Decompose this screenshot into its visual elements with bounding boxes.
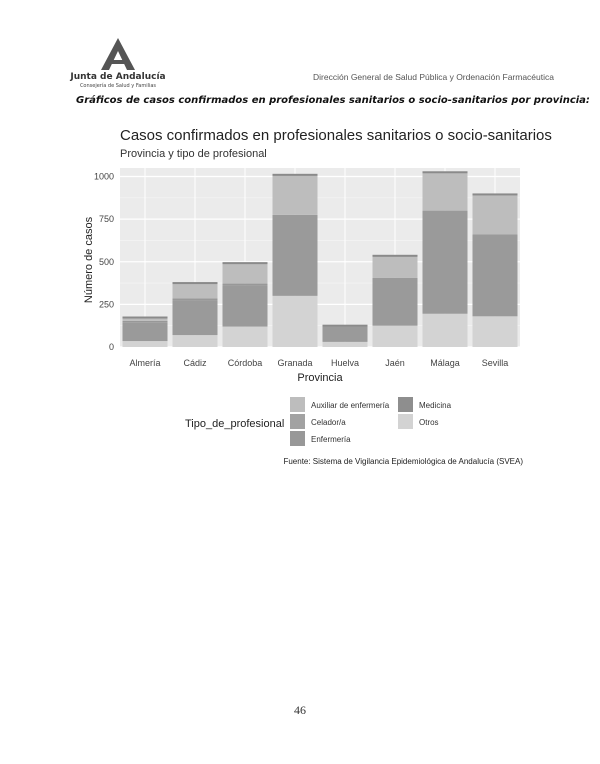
bar-top-edge [273,174,318,176]
legend-title: Tipo_de_profesional [185,418,285,430]
x-tick-label: Huelva [330,358,360,368]
x-tick-label: Córdoba [227,358,263,368]
bar-segment [223,263,268,283]
legend-label: Celador/a [311,418,346,427]
x-tick-label: Jaén [385,358,405,368]
bar-segment [323,327,368,342]
legend-swatch [398,397,413,412]
bar-segment [223,327,268,347]
x-tick-label: Almería [129,358,161,368]
x-tick-label: Cádiz [183,358,207,368]
bar-segment [173,335,218,347]
bar-segment [423,172,468,210]
bar-top-edge [373,255,418,257]
y-tick-label: 500 [98,256,114,267]
bar-top-edge [323,325,368,327]
x-axis-label: Provincia [297,372,343,384]
bar-segment [273,175,318,215]
bar-top-edge [473,193,518,195]
legend-label: Enfermería [311,435,351,444]
x-tick-label: Málaga [430,358,460,368]
legend-label: Auxiliar de enfermería [311,401,390,410]
chart-subtitle: Provincia y tipo de profesional [120,148,267,160]
section-title: Gráficos de casos confirmados en profesionales sanitarios o socio-sanitarios por provincia: [76,95,590,106]
y-axis-label: Número de casos [83,216,95,304]
y-tick-label: 250 [98,299,114,310]
bar-segment [473,316,518,347]
page-number: 46 [294,703,306,717]
legend-swatch [290,431,305,446]
bar-segment [423,314,468,347]
legend-swatch [290,397,305,412]
x-tick-label: Sevilla [481,358,509,368]
bar-segment [373,256,418,278]
bar-segment [123,321,168,322]
bar-segment [473,234,518,316]
bar-segment [373,278,418,326]
logo-subtitle: Consejería de Salud y Familias [79,83,157,89]
bar-segment [273,215,318,296]
bar-segment [473,194,518,234]
bar-top-edge [173,282,218,284]
source-caption: Fuente: Sistema de Vigilancia Epidemiológica de Andalucía (SVEA) [283,457,523,466]
bar-top-edge [123,317,168,319]
bar-segment [173,298,218,300]
bar-segment [123,322,168,341]
bar-segment [423,211,468,314]
bar-segment [323,342,368,347]
legend-label: Otros [419,418,439,427]
y-tick-label: 1000 [93,171,114,182]
department-header: Dirección General de Salud Pública y Ordenación Farmacéutica [313,72,554,82]
legend-label: Medicina [419,401,452,410]
bar-top-edge [223,262,268,264]
y-tick-label: 750 [98,214,114,225]
legend-swatch [398,414,413,429]
bar-top-edge [423,171,468,173]
bar-segment [223,286,268,327]
bar-segment [223,284,268,286]
x-tick-label: Granada [277,358,313,368]
bar-segment [273,296,318,347]
bar-segment [173,283,218,298]
logo-name: Junta de Andalucía [70,72,166,82]
bar-segment [123,341,168,347]
bar-segment [173,300,218,335]
y-tick-label: 0 [108,342,114,352]
bar-segment [373,326,418,347]
chart-title: Casos confirmados en profesionales sanitarios o socio-sanitarios [120,127,552,144]
legend-swatch [290,414,305,429]
